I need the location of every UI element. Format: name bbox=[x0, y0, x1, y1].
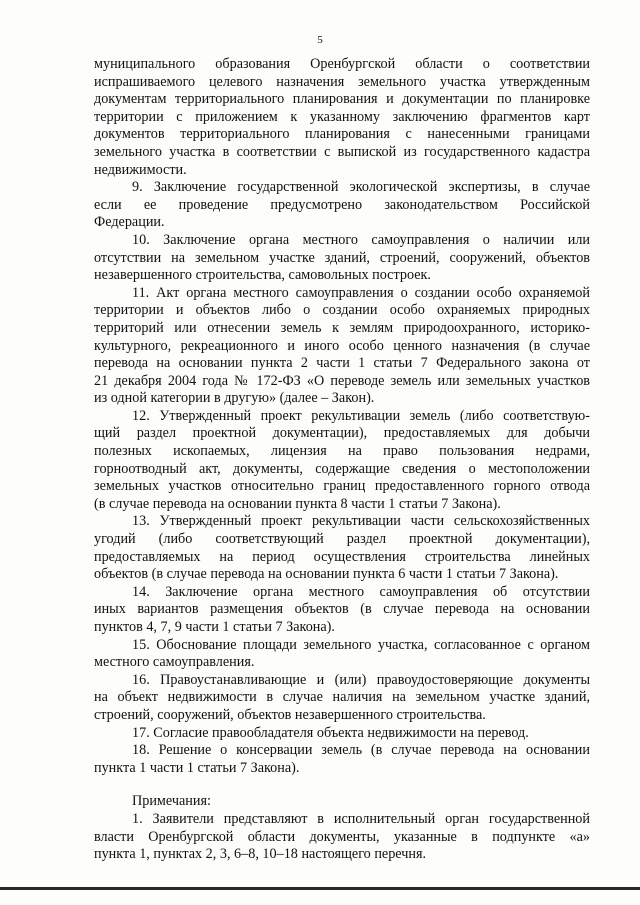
text-line: культурного, рекреационного и иного особо ценного назначения (в случае bbox=[94, 337, 590, 354]
text-line: объектов (в случае перевода на основании пункта 6 части 1 статьи 7 Закона). bbox=[94, 566, 559, 583]
text-line: территорий или отнесении земель к землям природоохранного, историко- bbox=[94, 319, 590, 336]
text-line: 13. Утвержденный проект рекультивации части сельскохозяйственных bbox=[132, 513, 590, 530]
text-line: территории и объектов либо о создании особо охраняемых природных bbox=[94, 302, 590, 319]
paragraph bbox=[94, 584, 590, 637]
text-line: документам территориального планирования и документации по планировке bbox=[94, 91, 590, 108]
paragraph bbox=[94, 793, 590, 811]
text-line: испрашиваемого целевого назначения земельного участка утвержденным bbox=[94, 73, 590, 90]
paragraph bbox=[94, 513, 590, 583]
text-line: 18. Решение о консервации земель (в случае перевода на основании bbox=[132, 742, 590, 759]
text-line: местного самоуправления. bbox=[94, 654, 255, 671]
text-line: щий раздел проектной документации), предоставляемых для добычи bbox=[94, 425, 590, 442]
text-line: отсутствии на земельном участке зданий, строений, сооружений, объектов bbox=[94, 249, 590, 266]
text-line: 17. Согласие правообладателя объекта недвижимости на перевод. bbox=[132, 724, 529, 741]
bottom-rule bbox=[0, 887, 640, 890]
text-line: пунктов 4, 7, 9 части 1 статьи 7 Закона). bbox=[94, 619, 335, 635]
text-line: незавершенного строительства, самовольных построек. bbox=[94, 267, 431, 284]
text-line: 1. Заявители представляют в исполнительный орган государственной bbox=[132, 810, 590, 827]
page-number: 5 bbox=[317, 34, 323, 46]
text-line: предоставляемых на период осуществления строительства линейных bbox=[94, 548, 590, 565]
text-line: земельного участка в соответствии с выпиской из государственного кадастра bbox=[94, 143, 590, 160]
text-line: недвижимости. bbox=[94, 161, 187, 178]
text-line: 15. Обоснование площади земельного участка, согласованное с органом bbox=[132, 636, 590, 653]
text-line: 10. Заключение органа местного самоуправления о наличии или bbox=[132, 231, 590, 248]
text-line: 9. Заключение государственной экологической экспертизы, в случае bbox=[132, 179, 590, 196]
text-line: документов территориального планирования с нанесенными границами bbox=[94, 126, 590, 143]
paragraph bbox=[94, 672, 590, 725]
text-line: (в случае перевода на основании пункта 8 части 1 статьи 7 Закона). bbox=[94, 495, 501, 512]
paragraph bbox=[94, 637, 590, 672]
text-line: угодий (либо соответствующий раздел проектной документации), bbox=[94, 531, 590, 548]
text-line: территории с приложением к указанному заключению фрагментов карт bbox=[94, 108, 590, 125]
text-line: пункта 1 части 1 статьи 7 Закона). bbox=[94, 759, 300, 776]
text-line: 16. Правоустанавливающие и (или) правоудостоверяющие документы bbox=[132, 671, 590, 688]
text-line: муниципального образования Оренбургской области о соответствии bbox=[94, 56, 590, 72]
text-line: пункта 1, пунктах 2, 3, 6–8, 10–18 настоящего перечня. bbox=[94, 846, 427, 863]
text-line: 21 декабря 2004 года № 172-ФЗ «О переводе земель или земельных участков bbox=[94, 372, 590, 389]
text-line: горноотводный акт, документы, содержащие сведения о местоположении bbox=[94, 460, 590, 477]
paragraph bbox=[94, 811, 590, 864]
text-line: Федерации. bbox=[94, 214, 165, 231]
text-line: власти Оренбургской области документы, указанные в подпункте «а» bbox=[94, 828, 590, 845]
text-line: если ее проведение предусмотрено законодательством Российской bbox=[94, 196, 590, 213]
text-line: 11. Акт органа местного самоуправления о создании особо охраняемой bbox=[132, 284, 590, 301]
text-line: земельных участков относительно границ предоставленного горного отвода bbox=[94, 478, 590, 495]
text-line: строений, сооружений, объектов незавершенного строительства. bbox=[94, 706, 486, 723]
text-line: 14. Заключение органа местного самоуправления об отсутствии bbox=[132, 583, 590, 600]
paragraph bbox=[94, 742, 590, 777]
text-line: иных вариантов размещения объектов (в случае перевода на основании bbox=[94, 601, 590, 618]
paragraph bbox=[94, 179, 590, 232]
paragraph bbox=[94, 232, 590, 285]
text-line: полезных ископаемых, лицензия на право пользования недрами, bbox=[94, 443, 590, 460]
document-body bbox=[94, 56, 590, 864]
text-line: из одной категории в другую» (далее – Закон). bbox=[94, 390, 375, 407]
paragraph bbox=[94, 408, 590, 514]
text-line: 12. Утвержденный проект рекультивации земель (либо соответствую- bbox=[132, 407, 590, 424]
paragraph bbox=[94, 56, 590, 179]
paragraph bbox=[94, 725, 590, 743]
paragraph bbox=[94, 285, 590, 408]
paragraph-gap bbox=[94, 777, 590, 793]
text-line: Примечания: bbox=[132, 793, 211, 810]
text-line: перевода на основании пункта 2 части 1 статьи 7 Федерального закона от bbox=[94, 355, 590, 372]
text-line: на объект недвижимости в случае наличия на земельном участке зданий, bbox=[94, 689, 590, 706]
